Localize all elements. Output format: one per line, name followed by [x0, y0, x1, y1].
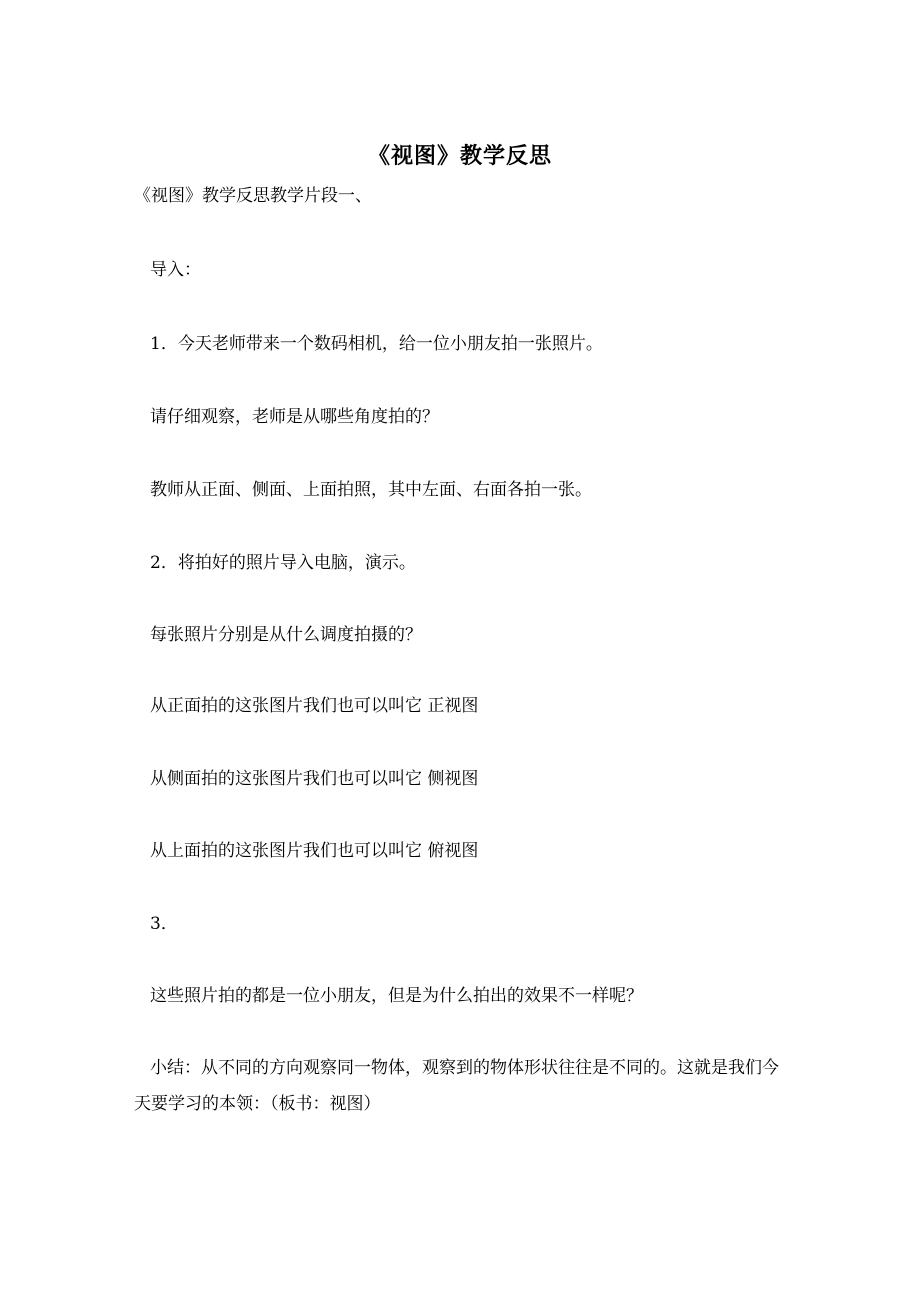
- paragraph-line: 1．今天老师带来一个数码相机，给一位小朋友拍一张照片。: [150, 334, 603, 354]
- paragraph-line: 3．: [150, 914, 178, 934]
- paragraph-line: 每张照片分别是从什么调度拍摄的？: [150, 625, 422, 645]
- paragraph-line: 导入：: [150, 260, 201, 280]
- paragraph-line: 请仔细观察，老师是从哪些角度拍的？: [150, 407, 439, 427]
- paragraph-line: 教师从正面、侧面、上面拍照，其中左面、右面各拍一张。: [150, 480, 592, 500]
- paragraph-line: 从上面拍的这张图片我们也可以叫它 俯视图: [150, 841, 479, 861]
- paragraph-line: 从侧面拍的这张图片我们也可以叫它 侧视图: [150, 769, 479, 789]
- paragraph-line: 2．将拍好的照片导入电脑，演示。: [150, 553, 416, 573]
- summary-paragraph: 小结：从不同的方向观察同一物体，观察到的物体形状往往是不同的。这就是我们今天要学习的本领：（板书：视图）: [134, 1058, 779, 1114]
- section-heading: 《视图》教学反思教学片段一、: [134, 186, 372, 206]
- paragraph-line: 这些照片拍的都是一位小朋友，但是为什么拍出的效果不一样呢？: [150, 986, 643, 1006]
- paragraph-line: 从正面拍的这张图片我们也可以叫它 正视图: [150, 696, 479, 716]
- document-title: 《视图》教学反思: [367, 143, 552, 169]
